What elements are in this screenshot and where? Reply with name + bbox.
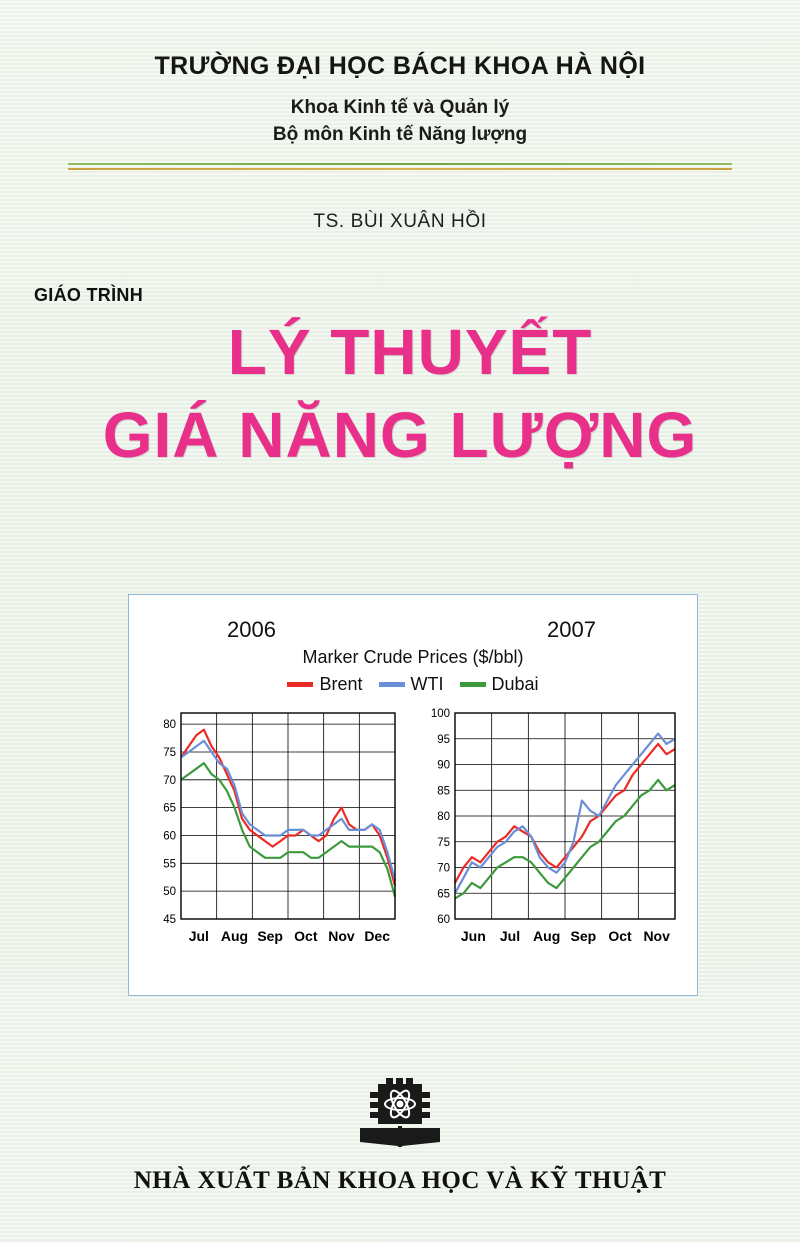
faculty-line-2: Bộ môn Kinh tế Năng lượng xyxy=(272,123,528,145)
university-name: TRƯỜNG ĐẠI HỌC BÁCH KHOA HÀ NỘI xyxy=(154,52,646,80)
svg-text:80: 80 xyxy=(437,811,450,823)
plot-2007-svg xyxy=(421,707,679,953)
book-title-line-1: LÝ THUYẾT xyxy=(227,315,593,388)
legend-item-dubai xyxy=(460,674,539,695)
chart-year-2007: 2007 xyxy=(547,617,596,642)
publisher-name: NHÀ XUẤT BẢN KHOA HỌC VÀ KỸ THUẬT xyxy=(133,1167,667,1194)
svg-text:Oct: Oct xyxy=(294,928,318,944)
book-title-line-2: GIÁ NĂNG LƯỢNG xyxy=(102,399,698,472)
chart-legend xyxy=(129,674,697,695)
svg-text:Jul: Jul xyxy=(188,928,209,944)
svg-text:Sep: Sep xyxy=(257,928,284,944)
chart-year-labels xyxy=(129,595,697,642)
svg-text:Jul: Jul xyxy=(499,928,521,944)
svg-text:65: 65 xyxy=(163,802,176,815)
plot-2007 xyxy=(421,707,679,953)
legend-swatch-wti xyxy=(379,682,405,687)
legend-item-wti xyxy=(379,674,444,695)
svg-text:Sep: Sep xyxy=(570,928,597,944)
svg-text:Nov: Nov xyxy=(328,928,355,944)
svg-text:Aug: Aug xyxy=(220,928,249,944)
svg-text:45: 45 xyxy=(163,914,176,926)
svg-text:60: 60 xyxy=(437,914,450,926)
svg-text:55: 55 xyxy=(163,858,176,871)
chart-plots xyxy=(129,707,697,955)
legend-item-brent xyxy=(287,674,362,695)
cover-chart-panel xyxy=(128,594,698,996)
svg-text:75: 75 xyxy=(163,746,176,759)
faculty-block xyxy=(30,95,770,149)
svg-text:70: 70 xyxy=(437,862,450,875)
divider-rules xyxy=(30,163,770,171)
svg-text:75: 75 xyxy=(437,836,450,849)
plot-2006-svg xyxy=(151,707,399,953)
legend-label-brent: Brent xyxy=(319,674,363,694)
svg-text:Nov: Nov xyxy=(643,928,670,944)
svg-text:95: 95 xyxy=(437,733,450,746)
svg-text:Jun: Jun xyxy=(460,928,486,944)
author-name: TS. BÙI XUÂN HỒI xyxy=(313,210,487,232)
svg-text:90: 90 xyxy=(437,759,450,772)
svg-text:Oct: Oct xyxy=(608,928,632,944)
svg-text:60: 60 xyxy=(163,830,176,843)
faculty-line-1: Khoa Kinh tế và Quản lý xyxy=(290,97,510,118)
plot-2006 xyxy=(151,707,399,953)
divider-green xyxy=(68,163,732,165)
svg-text:70: 70 xyxy=(163,774,176,787)
divider-gold xyxy=(68,168,732,170)
svg-text:50: 50 xyxy=(163,886,176,899)
legend-label-dubai: Dubai xyxy=(491,674,539,694)
legend-swatch-brent xyxy=(287,682,313,687)
svg-text:65: 65 xyxy=(437,888,450,901)
legend-label-wti: WTI xyxy=(410,674,444,694)
svg-text:Dec: Dec xyxy=(364,928,391,944)
atom-book-gear-icon xyxy=(352,1078,448,1150)
svg-text:80: 80 xyxy=(163,719,176,732)
chart-year-2006: 2006 xyxy=(227,617,276,642)
svg-text:Aug: Aug xyxy=(533,928,561,944)
svg-text:100: 100 xyxy=(430,708,450,720)
svg-text:85: 85 xyxy=(437,785,450,798)
publisher-logo xyxy=(0,1078,800,1155)
book-kind-label: GIÁO TRÌNH xyxy=(34,284,143,305)
chart-title: Marker Crude Prices ($/bbl) xyxy=(302,647,524,667)
book-title xyxy=(30,315,770,472)
legend-swatch-dubai xyxy=(460,682,486,687)
